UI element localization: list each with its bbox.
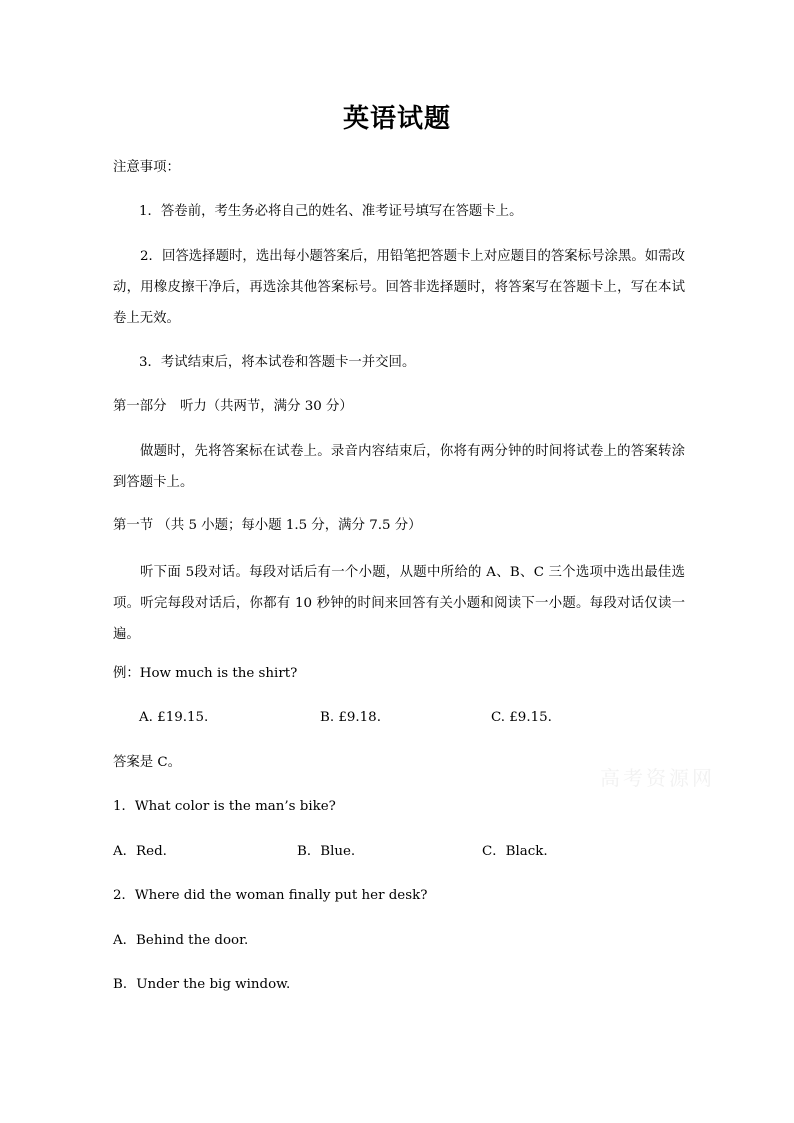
notice-heading: 注意事项： bbox=[113, 160, 180, 175]
watermark: 高考资源网 bbox=[600, 766, 715, 790]
example-option-b: B. £9.18. bbox=[320, 710, 381, 725]
q1-question: 1．What color is the man’s bike? bbox=[113, 799, 336, 814]
section1-instruction: 听下面 5段对话。每段对话后有一个小题，从题中所给的 A、B、C 三个选项中选出最佳选项。听完每段对话后，你都有 10 秒钟的时间来回答有关小题和阅读下一小题。每段对话仅读一遍。 bbox=[113, 565, 685, 642]
notice-item-3: 3．考试结束后，将本试卷和答题卡一并交回。 bbox=[139, 355, 416, 370]
example-option-a: A. £19.15. bbox=[139, 710, 209, 725]
q2-option-b: B．Under the big window. bbox=[113, 977, 291, 992]
page-title: 英语试题 bbox=[342, 104, 451, 134]
section1-heading: 第一节 （共 5 小题；每小题 1.5 分，满分 7.5 分） bbox=[113, 518, 422, 533]
q2-question: 2．Where did the woman finally put her desk? bbox=[113, 888, 428, 903]
example-option-c: C. £9.15. bbox=[491, 710, 552, 725]
q2-option-a: A．Behind the door. bbox=[113, 933, 249, 948]
q1-option-a: A．Red. bbox=[113, 844, 167, 859]
q1-option-c: C．Black. bbox=[482, 844, 548, 859]
part1-heading: 第一部分 听力（共两节，满分 30 分） bbox=[113, 399, 353, 414]
example-question: 例：How much is the shirt? bbox=[113, 666, 298, 681]
notice-item-2: 2．回答选择题时，选出每小题答案后，用铅笔把答题卡上对应题目的答案标号涂黑。如需改动，用橡皮擦干净后，再选涂其他答案标号。回答非选择题时，将答案写在答题卡上，写在本试卷上无效。 bbox=[113, 249, 685, 326]
part1-instruction: 做题时，先将答案标在试卷上。录音内容结束后，你将有两分钟的时间将试卷上的答案转涂到答题卡上。 bbox=[113, 444, 685, 490]
example-answer: 答案是 C。 bbox=[113, 755, 182, 770]
q1-option-b: B．Blue. bbox=[297, 844, 356, 859]
notice-item-1: 1．答卷前，考生务必将自己的姓名、准考证号填写在答题卡上。 bbox=[139, 204, 523, 219]
